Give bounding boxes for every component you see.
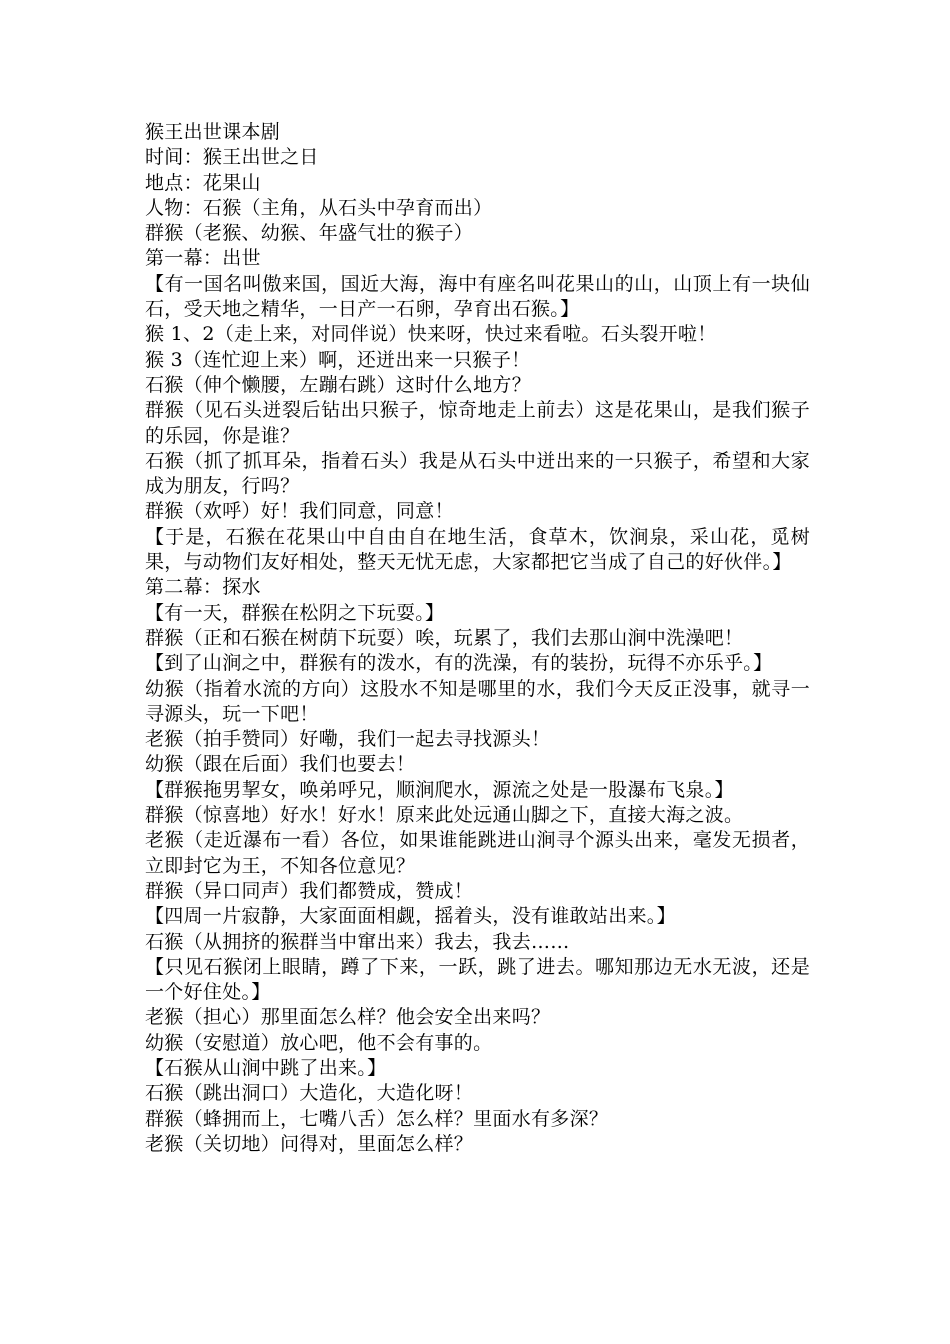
dialogue-line: 猴 3（连忙迎上来）啊，还迸出来一只猴子！ [145, 348, 531, 371]
stage-direction: 【只见石猴闭上眼睛，蹲了下来，一跃，跳了进去。哪知那边无水无波，还是一个好住处。】 [145, 955, 810, 1004]
stage-direction: 【到了山涧之中，群猴有的泼水，有的洗澡，有的装扮，玩得不亦乐乎。】 [145, 652, 773, 675]
dialogue-line: 老猴（担心）那里面怎么样？他会安全出来吗？ [145, 1006, 551, 1029]
stage-direction: 【有一天，群猴在松阴之下玩耍。】 [145, 601, 445, 624]
dialogue-line: 群猴（见石头迸裂后钻出只猴子，惊奇地走上前去）这是花果山，是我们猴子的乐园，你是谁？ [145, 399, 810, 447]
stage-direction: 【于是，石猴在花果山中自由自在地生活，食草木，饮涧泉，采山花，觅树果，与动物们友好相处，整天无忧无虑，大家都把它当成了自己的好伙伴。】 [145, 525, 810, 574]
time-line: 时间：猴王出世之日 [145, 146, 319, 169]
dialogue-line: 群猴（惊喜地）好水！好水！原来此处远通山脚之下，直接大海之波。 [145, 804, 744, 827]
stage-direction: 【有一国名叫傲来国，国近大海，海中有座名叫花果山的山，山顶上有一块仙石，受天地之精华，一日产一石卵，孕育出石猴。】 [145, 272, 810, 321]
dialogue-line: 石猴（跳出洞口）大造化，大造化呀！ [145, 1082, 474, 1105]
dialogue-line: 群猴（蜂拥而上，七嘴八舌）怎么样？里面水有多深？ [145, 1107, 609, 1130]
document-body [145, 120, 810, 1157]
dialogue-line: 石猴（抓了抓耳朵，指着石头）我是从石头中迸出来的一只猴子，希望和大家成为朋友，行吗？ [145, 449, 810, 498]
dialogue-line: 幼猴（跟在后面）我们也要去！ [145, 753, 416, 776]
dialogue-line: 群猴（异口同声）我们都赞成，赞成！ [145, 879, 474, 902]
characters-line: 人物：石猴（主角，从石头中孕育而出） [145, 196, 493, 219]
dialogue-line: 老猴（走近瀑布一看）各位，如果谁能跳进山涧寻个源头出来，毫发无损者，立即封它为王，不知各位意见？ [145, 829, 810, 877]
dialogue-line: 群猴（正和石猴在树荫下玩耍）唉，玩累了，我们去那山涧中洗澡吧！ [145, 626, 744, 649]
stage-direction: 【群猴拖男挈女，唤弟呼兄，顺涧爬水，源流之处是一股瀑布飞泉。】 [145, 778, 734, 801]
dialogue-line: 石猴（从拥挤的猴群当中窜出来）我去，我去…… [145, 930, 570, 953]
stage-direction: 【石猴从山涧中跳了出来。】 [145, 1056, 387, 1079]
dialogue-line: 群猴（欢呼）好！我们同意，同意！ [145, 500, 454, 523]
dialogue-line: 猴 1、2（走上来，对同伴说）快来呀，快过来看啦。石头裂开啦！ [145, 323, 717, 346]
place-line: 地点：花果山 [145, 171, 261, 194]
dialogue-line: 石猴（伸个懒腰，左蹦右跳）这时什么地方？ [145, 373, 532, 396]
dialogue-line: 幼猴（指着水流的方向）这股水不知是哪里的水，我们今天反正没事，就寻一寻源头，玩一下吧！ [145, 677, 810, 725]
act-two-heading: 第二幕：探水 [145, 576, 261, 599]
stage-direction: 【四周一片寂静，大家面面相觑，摇着头，没有谁敢站出来。】 [145, 905, 676, 928]
characters-line-2: 群猴（老猴、幼猴、年盛气壮的猴子） [145, 222, 474, 245]
dialogue-line: 幼猴（安慰道）放心吧，他不会有事的。 [145, 1031, 493, 1054]
document-title: 猴王出世课本剧 [145, 121, 281, 143]
dialogue-line: 老猴（关切地）问得对，里面怎么样？ [145, 1132, 474, 1155]
act-one-heading: 第一幕：出世 [145, 247, 261, 270]
dialogue-line: 老猴（拍手赞同）好嘞，我们一起去寻找源头！ [145, 728, 551, 751]
